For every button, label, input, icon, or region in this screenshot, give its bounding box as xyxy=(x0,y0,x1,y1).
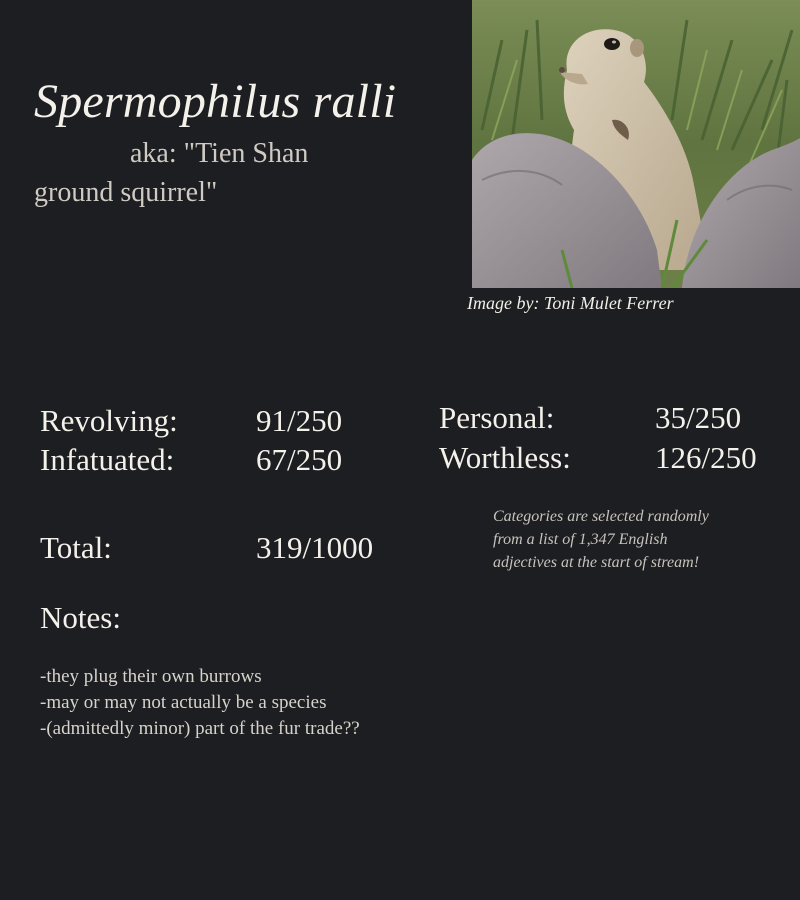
stat-label-worthless: Worthless: xyxy=(439,440,571,475)
note-item: -they plug their own burrows xyxy=(40,666,262,687)
species-scientific-name: Spermophilus ralli xyxy=(34,75,397,128)
image-credit: Image by: Toni Mulet Ferrer xyxy=(467,293,674,313)
stat-value-infatuated: 67/250 xyxy=(256,442,343,477)
squirrel-photo xyxy=(472,0,800,288)
species-common-name: aka: "Tien Shan ground squirrel" xyxy=(34,138,309,208)
stat-label-revolving: Revolving: xyxy=(40,403,178,438)
categories-note: Categories are selected randomly from a list of 1,347 English adjectives at the start of stream! xyxy=(493,508,709,571)
stat-value-worthless: 126/250 xyxy=(655,440,757,475)
notes-heading: Notes: xyxy=(40,600,121,635)
total-label: Total: xyxy=(40,530,112,565)
stat-label-personal: Personal: xyxy=(439,400,555,435)
stat-value-revolving: 91/250 xyxy=(256,403,343,438)
stat-value-personal: 35/250 xyxy=(655,400,742,435)
note-item: -(admittedly minor) part of the fur trade?? xyxy=(40,718,360,739)
stat-label-infatuated: Infatuated: xyxy=(40,442,175,477)
notes-list xyxy=(40,664,360,742)
total-value: 319/1000 xyxy=(256,530,374,565)
note-item: -may or may not actually be a species xyxy=(40,692,327,713)
